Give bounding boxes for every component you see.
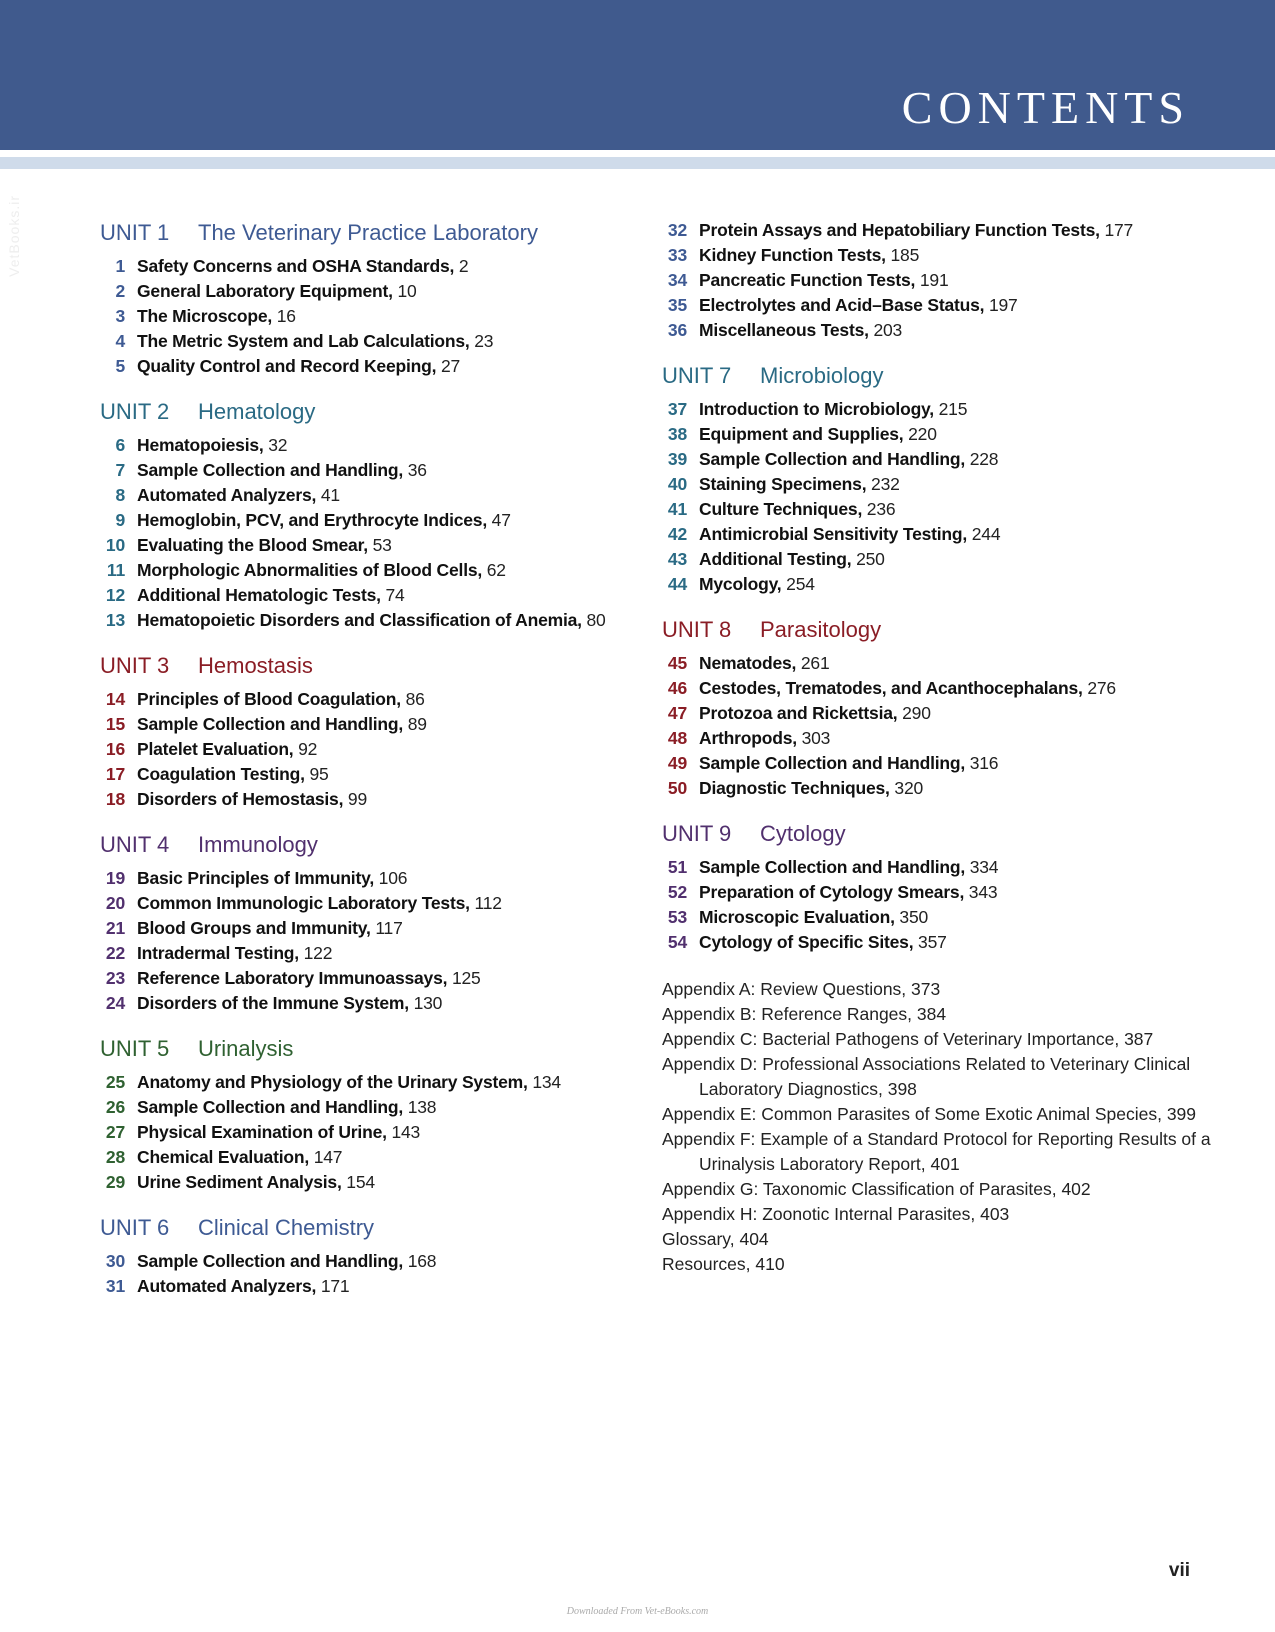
chapter-number: 5 — [115, 356, 125, 376]
chapter-number: 32 — [667, 220, 687, 240]
chapter-title: Introduction to Microbiology, — [699, 399, 934, 419]
unit-label: UNIT 2 — [100, 399, 170, 424]
appendix-entry[interactable]: Appendix E: Common Parasites of Some Exotic Animal Species, 399 — [662, 1104, 1197, 1124]
toc-chapter-entry[interactable] — [662, 472, 1222, 497]
unit-section — [662, 819, 1222, 955]
chapter-title: Hemoglobin, PCV, and Erythrocyte Indices, — [137, 510, 487, 530]
chapter-page: 99 — [347, 789, 367, 809]
unit-title: Parasitology — [760, 617, 882, 642]
chapter-page: 220 — [908, 424, 937, 444]
chapter-number: 51 — [667, 857, 687, 877]
chapter-page: 80 — [586, 610, 606, 630]
toc-chapter-entry[interactable] — [100, 483, 660, 508]
toc-chapter-entry[interactable] — [100, 1145, 660, 1170]
toc-chapter-entry[interactable] — [100, 866, 660, 891]
appendix-list — [662, 977, 1222, 1277]
toc-chapter-entry[interactable] — [100, 941, 660, 966]
chapter-number: 40 — [667, 474, 687, 494]
toc-chapter-entry[interactable] — [662, 726, 1222, 751]
toc-chapter-entry[interactable] — [662, 855, 1222, 880]
toc-chapter-entry[interactable] — [100, 433, 660, 458]
unit-heading[interactable] — [100, 218, 660, 248]
unit-title: Immunology — [198, 832, 318, 857]
chapter-page: 320 — [894, 778, 924, 798]
chapter-number: 35 — [667, 295, 687, 315]
chapter-number: 53 — [667, 907, 687, 927]
chapter-page: 357 — [918, 932, 947, 952]
chapter-number: 23 — [105, 968, 125, 988]
appendix-entry[interactable]: Appendix D: Professional Associations Related to Veterinary Clinical Laboratory Diagnostics, 398 — [662, 1054, 1191, 1099]
toc-chapter-entry[interactable] — [100, 966, 660, 991]
chapter-title: Culture Techniques, — [699, 499, 863, 519]
unit-heading[interactable] — [100, 1213, 660, 1243]
toc-chapter-entry[interactable] — [100, 304, 660, 329]
chapter-title: Arthropods, — [699, 728, 797, 748]
page-number: vii — [1168, 1560, 1190, 1581]
chapter-number: 38 — [667, 424, 687, 444]
chapter-page: 41 — [320, 485, 340, 505]
toc-chapter-entry[interactable] — [662, 701, 1222, 726]
chapter-page: 62 — [486, 560, 506, 580]
chapter-number: 27 — [105, 1122, 125, 1142]
appendix-entry[interactable]: Resources, 410 — [662, 1254, 785, 1274]
chapter-page: 191 — [919, 270, 949, 290]
chapter-page: 10 — [397, 281, 417, 301]
chapter-number: 26 — [105, 1097, 125, 1117]
toc-chapter-entry[interactable] — [100, 279, 660, 304]
toc-chapter-entry[interactable] — [100, 508, 660, 533]
toc-chapter-entry[interactable] — [100, 916, 660, 941]
footer-note: Downloaded From Vet-eBooks.com — [566, 1606, 709, 1617]
chapter-number: 7 — [115, 460, 125, 480]
appendix-entry[interactable]: Appendix H: Zoonotic Internal Parasites, 403 — [662, 1204, 1010, 1224]
toc-left-column — [100, 218, 660, 1317]
unit-section — [100, 1213, 660, 1299]
chapter-title: Basic Principles of Immunity, — [137, 868, 374, 888]
chapter-page: 125 — [451, 968, 481, 988]
chapter-title: Chemical Evaluation, — [137, 1147, 310, 1167]
chapter-page: 185 — [890, 245, 920, 265]
toc-chapter-entry[interactable] — [662, 930, 1222, 955]
toc-chapter-entry[interactable] — [100, 1120, 660, 1145]
chapter-number: 6 — [115, 435, 125, 455]
chapter-title: Kidney Function Tests, — [699, 245, 886, 265]
toc-chapter-entry[interactable] — [662, 776, 1222, 801]
unit-section — [100, 1034, 660, 1195]
toc-chapter-entry[interactable] — [662, 905, 1222, 930]
chapter-title: Sample Collection and Handling, — [137, 1251, 404, 1271]
unit-section — [100, 397, 660, 633]
chapter-title: Sample Collection and Handling, — [137, 1097, 404, 1117]
chapter-number: 11 — [106, 560, 125, 580]
chapter-page: 2 — [458, 256, 469, 276]
unit-heading[interactable] — [662, 361, 1222, 391]
chapter-number: 30 — [105, 1251, 125, 1271]
chapter-title: Morphologic Abnormalities of Blood Cells, — [137, 560, 483, 580]
chapter-title: Equipment and Supplies, — [699, 424, 904, 444]
unit-heading[interactable] — [100, 651, 660, 681]
chapter-title: Microscopic Evaluation, — [699, 907, 895, 927]
appendix-entry[interactable]: Appendix G: Taxonomic Classification of Parasites, 402 — [662, 1179, 1091, 1199]
chapter-number: 50 — [667, 778, 687, 798]
chapter-number: 18 — [105, 789, 125, 809]
chapter-page: 74 — [385, 585, 405, 605]
chapter-title: Antimicrobial Sensitivity Testing, — [699, 524, 968, 544]
chapter-number: 19 — [105, 868, 125, 888]
unit-label: UNIT 9 — [662, 821, 732, 846]
chapter-number: 3 — [115, 306, 125, 326]
toc-chapter-entry[interactable] — [662, 497, 1222, 522]
unit-label: UNIT 7 — [662, 363, 732, 388]
chapter-number: 34 — [667, 270, 687, 290]
chapter-number: 1 — [115, 256, 125, 276]
chapter-title: Diagnostic Techniques, — [699, 778, 890, 798]
chapter-number: 46 — [667, 678, 687, 698]
toc-chapter-entry[interactable] — [662, 572, 1222, 597]
toc-chapter-entry[interactable] — [662, 880, 1222, 905]
chapter-page: 86 — [405, 689, 425, 709]
unit-title: Urinalysis — [198, 1036, 294, 1061]
toc-chapter-entry[interactable] — [100, 583, 660, 608]
chapter-number: 39 — [667, 449, 687, 469]
chapter-title: Preparation of Cytology Smears, — [699, 882, 965, 902]
toc-chapter-entry[interactable] — [100, 558, 660, 583]
chapter-page: 143 — [391, 1122, 421, 1142]
chapter-number: 2 — [115, 281, 125, 301]
chapter-title: Intradermal Testing, — [137, 943, 299, 963]
chapter-number: 4 — [115, 331, 125, 351]
chapter-page: 47 — [491, 510, 511, 530]
chapter-page: 171 — [320, 1276, 350, 1296]
chapter-page: 27 — [440, 356, 461, 376]
chapter-page: 197 — [988, 295, 1018, 315]
chapter-title: Disorders of Hemostasis, — [137, 789, 344, 809]
chapter-title: The Metric System and Lab Calculations, — [137, 331, 470, 351]
chapter-title: Platelet Evaluation, — [137, 739, 294, 759]
toc-chapter-entry[interactable] — [662, 522, 1222, 547]
chapter-title: Protein Assays and Hepatobiliary Function Tests, — [699, 220, 1100, 240]
toc-chapter-entry[interactable] — [100, 1274, 660, 1299]
toc-chapter-entry[interactable] — [662, 751, 1222, 776]
chapter-page: 130 — [413, 993, 443, 1013]
chapter-title: Hematopoiesis, — [137, 435, 264, 455]
chapter-number: 24 — [105, 993, 125, 1013]
chapter-title: The Microscope, — [137, 306, 273, 326]
chapter-number: 9 — [115, 510, 125, 530]
toc-chapter-entry[interactable] — [100, 737, 660, 762]
chapter-number: 15 — [105, 714, 125, 734]
appendix-entry[interactable]: Glossary, 404 — [662, 1229, 769, 1249]
chapter-title: Miscellaneous Tests, — [699, 320, 869, 340]
toc-chapter-entry[interactable] — [662, 447, 1222, 472]
side-watermark: VetBooks.ir — [6, 195, 22, 277]
chapter-page: 147 — [313, 1147, 343, 1167]
chapter-page: 134 — [532, 1072, 561, 1092]
unit-label: UNIT 8 — [662, 617, 732, 642]
toc-chapter-entry[interactable] — [100, 458, 660, 483]
unit-heading[interactable] — [662, 819, 1222, 849]
chapter-page: 236 — [866, 499, 896, 519]
toc-chapter-entry[interactable] — [100, 1095, 660, 1120]
toc-chapter-entry[interactable] — [100, 991, 660, 1016]
toc-chapter-entry[interactable] — [100, 712, 660, 737]
chapter-title: Hematopoietic Disorders and Classification of Anemia, — [137, 610, 582, 630]
unit-title: Cytology — [760, 821, 846, 846]
chapter-title: Additional Hematologic Tests, — [137, 585, 381, 605]
unit-heading[interactable] — [100, 397, 660, 427]
chapter-page: 89 — [407, 714, 427, 734]
toc-chapter-entry[interactable] — [662, 293, 1222, 318]
unit-heading[interactable] — [662, 615, 1222, 645]
chapter-title: Anatomy and Physiology of the Urinary System, — [137, 1072, 528, 1092]
chapter-title: Common Immunologic Laboratory Tests, — [137, 893, 470, 913]
toc-chapter-entry[interactable] — [662, 243, 1222, 268]
chapter-page: 316 — [969, 753, 999, 773]
chapter-page: 244 — [971, 524, 1001, 544]
chapter-title: Sample Collection and Handling, — [699, 753, 966, 773]
chapter-title: Mycology, — [699, 574, 782, 594]
chapter-page: 117 — [375, 918, 403, 938]
header-stripe — [0, 157, 1275, 169]
chapter-page: 106 — [378, 868, 408, 888]
chapter-title: Safety Concerns and OSHA Standards, — [137, 256, 455, 276]
chapter-page: 334 — [969, 857, 999, 877]
chapter-number: 33 — [667, 245, 687, 265]
chapter-title: Disorders of the Immune System, — [137, 993, 409, 1013]
chapter-title: Nematodes, — [699, 653, 797, 673]
toc-chapter-entry[interactable] — [662, 547, 1222, 572]
chapter-title: Electrolytes and Acid–Base Status, — [699, 295, 985, 315]
chapter-number: 28 — [105, 1147, 125, 1167]
toc-chapter-entry[interactable] — [100, 787, 660, 812]
unit-label: UNIT 1 — [100, 220, 170, 245]
toc-chapter-entry[interactable] — [100, 891, 660, 916]
unit-section — [662, 615, 1222, 801]
toc-chapter-entry[interactable] — [662, 268, 1222, 293]
chapter-number: 16 — [105, 739, 125, 759]
chapter-number: 43 — [667, 549, 687, 569]
unit-title: Microbiology — [760, 363, 884, 388]
chapter-title: Reference Laboratory Immunoassays, — [137, 968, 448, 988]
chapter-title: Urine Sediment Analysis, — [137, 1172, 342, 1192]
chapter-number: 44 — [667, 574, 687, 594]
appendix-entry[interactable]: Appendix A: Review Questions, 373 — [662, 979, 941, 999]
chapter-page: 303 — [801, 728, 831, 748]
unit-title: Clinical Chemistry — [198, 1215, 375, 1240]
toc-chapter-entry[interactable] — [662, 651, 1222, 676]
toc-chapter-entry[interactable] — [100, 1070, 660, 1095]
chapter-number: 8 — [115, 485, 125, 505]
chapter-title: Sample Collection and Handling, — [699, 449, 966, 469]
chapter-page: 232 — [871, 474, 900, 494]
chapter-title: Automated Analyzers, — [137, 485, 317, 505]
toc-chapter-entry[interactable] — [662, 218, 1222, 243]
unit-label: UNIT 5 — [100, 1036, 170, 1061]
chapter-page: 122 — [303, 943, 333, 963]
chapter-page: 95 — [309, 764, 329, 784]
chapter-page: 138 — [407, 1097, 437, 1117]
unit-6-continued — [662, 218, 1222, 343]
chapter-page: 215 — [938, 399, 968, 419]
unit-title: Hematology — [198, 399, 316, 424]
chapter-number: 45 — [667, 653, 687, 673]
chapter-number: 17 — [105, 764, 125, 784]
appendix-entry[interactable]: Appendix F: Example of a Standard Protocol for Reporting Results of a Urinalysis Laboratory Report, 401 — [662, 1129, 1211, 1174]
chapter-page: 343 — [968, 882, 998, 902]
toc-chapter-entry[interactable] — [100, 533, 660, 558]
toc-chapter-entry[interactable] — [662, 318, 1222, 343]
chapter-number: 54 — [667, 932, 687, 952]
chapter-title: Evaluating the Blood Smear, — [137, 535, 368, 555]
chapter-page: 276 — [1087, 678, 1116, 698]
unit-label: UNIT 6 — [100, 1215, 170, 1240]
chapter-title: Staining Specimens, — [699, 474, 867, 494]
chapter-title: Cestodes, Trematodes, and Acanthocephalans, — [699, 678, 1083, 698]
chapter-number: 10 — [105, 535, 125, 555]
chapter-title: Blood Groups and Immunity, — [137, 918, 371, 938]
chapter-number: 36 — [667, 320, 687, 340]
unit-heading[interactable] — [100, 1034, 660, 1064]
toc-chapter-entry[interactable] — [100, 1170, 660, 1195]
chapter-page: 261 — [800, 653, 830, 673]
chapter-title: Protozoa and Rickettsia, — [699, 703, 898, 723]
chapter-page: 290 — [902, 703, 931, 723]
toc-chapter-entry[interactable] — [100, 354, 660, 379]
page-title: CONTENTS — [901, 82, 1190, 133]
chapter-page: 23 — [474, 331, 494, 351]
chapter-title: Automated Analyzers, — [137, 1276, 317, 1296]
chapter-number: 14 — [105, 689, 125, 709]
unit-section — [100, 218, 660, 379]
toc-chapter-entry[interactable] — [100, 329, 660, 354]
chapter-page: 250 — [856, 549, 885, 569]
chapter-page: 228 — [969, 449, 999, 469]
unit-heading[interactable] — [100, 830, 660, 860]
appendix-entry[interactable]: Appendix B: Reference Ranges, 384 — [662, 1004, 947, 1024]
chapter-title: Sample Collection and Handling, — [699, 857, 966, 877]
chapter-page: 112 — [474, 893, 502, 913]
chapter-title: Pancreatic Function Tests, — [699, 270, 916, 290]
chapter-page: 16 — [276, 306, 296, 326]
chapter-number: 31 — [105, 1276, 125, 1296]
chapter-number: 47 — [667, 703, 687, 723]
chapter-number: 41 — [667, 499, 687, 519]
toc-chapter-entry[interactable] — [662, 422, 1222, 447]
unit-title: The Veterinary Practice Laboratory — [198, 220, 538, 245]
chapter-page: 53 — [372, 535, 392, 555]
appendix-entry[interactable]: Appendix C: Bacterial Pathogens of Veterinary Importance, 387 — [662, 1029, 1154, 1049]
chapter-page: 254 — [786, 574, 815, 594]
chapter-page: 177 — [1104, 220, 1134, 240]
chapter-title: Cytology of Specific Sites, — [699, 932, 914, 952]
chapter-title: Coagulation Testing, — [137, 764, 305, 784]
chapter-number: 52 — [667, 882, 687, 902]
chapter-title: Sample Collection and Handling, — [137, 714, 404, 734]
chapter-page: 154 — [346, 1172, 375, 1192]
chapter-number: 25 — [105, 1072, 125, 1092]
chapter-number: 22 — [105, 943, 125, 963]
toc-chapter-entry[interactable] — [100, 1249, 660, 1274]
chapter-number: 37 — [667, 399, 687, 419]
toc-chapter-entry[interactable] — [100, 254, 660, 279]
unit-title: Hemostasis — [198, 653, 313, 678]
chapter-title: Sample Collection and Handling, — [137, 460, 404, 480]
chapter-title: Principles of Blood Coagulation, — [137, 689, 401, 709]
chapter-page: 32 — [268, 435, 288, 455]
chapter-title: General Laboratory Equipment, — [137, 281, 393, 301]
chapter-page: 168 — [407, 1251, 437, 1271]
chapter-title: Quality Control and Record Keeping, — [137, 356, 437, 376]
chapter-number: 48 — [667, 728, 687, 748]
chapter-page: 350 — [899, 907, 929, 927]
unit-label: UNIT 4 — [100, 832, 170, 857]
unit-section — [100, 830, 660, 1016]
toc-right-column — [662, 218, 1222, 1277]
chapter-number: 49 — [667, 753, 687, 773]
toc-chapter-entry[interactable] — [100, 608, 660, 633]
chapter-number: 21 — [105, 918, 125, 938]
chapter-number: 13 — [105, 610, 125, 630]
chapter-number: 29 — [105, 1172, 125, 1192]
toc-chapter-entry[interactable] — [100, 762, 660, 787]
toc-chapter-entry[interactable] — [662, 676, 1222, 701]
chapter-title: Additional Testing, — [699, 549, 852, 569]
chapter-page: 36 — [407, 460, 427, 480]
unit-section — [100, 651, 660, 812]
chapter-number: 42 — [667, 524, 687, 544]
toc-chapter-entry[interactable] — [100, 687, 660, 712]
unit-label: UNIT 3 — [100, 653, 170, 678]
chapter-number: 20 — [105, 893, 125, 913]
chapter-page: 92 — [298, 739, 318, 759]
unit-section — [662, 361, 1222, 597]
chapter-number: 12 — [105, 585, 125, 605]
chapter-title: Physical Examination of Urine, — [137, 1122, 387, 1142]
chapter-page: 203 — [873, 320, 903, 340]
toc-chapter-entry[interactable] — [662, 397, 1222, 422]
